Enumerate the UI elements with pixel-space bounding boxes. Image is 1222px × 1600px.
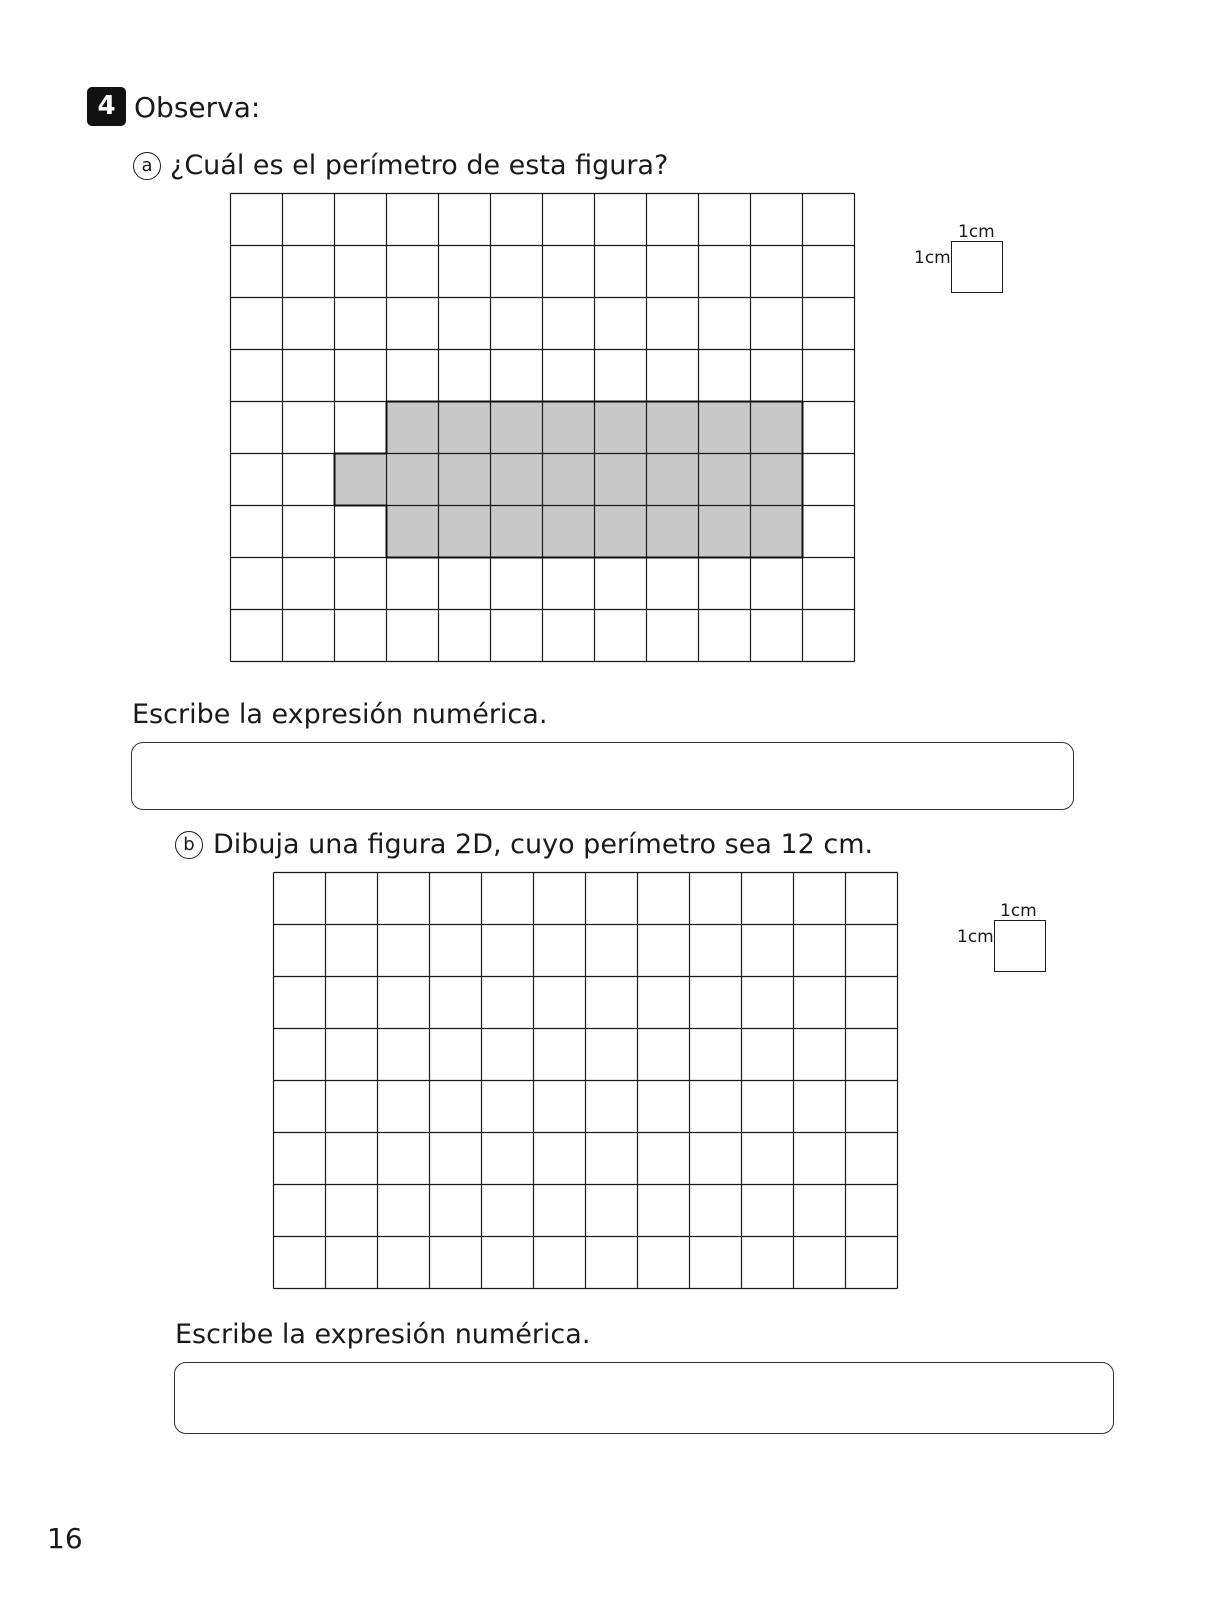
- part-a-shaded-cell: [751, 454, 803, 506]
- part-a-shaded-cell: [335, 454, 387, 506]
- part-a-question: ¿Cuál es el perímetro de esta figura?: [170, 150, 669, 181]
- part-a-shaded-cell: [699, 454, 751, 506]
- part-a-letter: a: [133, 152, 161, 180]
- part-a-shaded-cell: [699, 402, 751, 454]
- part-a-shaded-cell: [491, 454, 543, 506]
- part-a-shaded-cell: [491, 506, 543, 558]
- part-a-shaded-cell: [543, 454, 595, 506]
- part-a-shaded-cell: [543, 402, 595, 454]
- part-a-shaded-cell: [543, 506, 595, 558]
- part-a-shaded-cell: [595, 454, 647, 506]
- exercise-title: Observa:: [134, 91, 261, 124]
- part-a-shaded-cell: [647, 402, 699, 454]
- part-a-shaded-cell: [595, 506, 647, 558]
- part-a-unit-label-left: 1cm: [914, 248, 951, 268]
- exercise-number-badge: 4: [87, 87, 126, 126]
- part-a-shaded-cell: [387, 506, 439, 558]
- part-a-shaded-cell: [699, 506, 751, 558]
- part-a-answer-box[interactable]: [131, 742, 1074, 810]
- part-b-answer-box[interactable]: [174, 1362, 1114, 1434]
- part-a-shaded-cell: [751, 506, 803, 558]
- part-a-shaded-cell: [647, 506, 699, 558]
- part-b-unit-label-left: 1cm: [957, 927, 994, 947]
- part-b-unit-square: [994, 920, 1046, 972]
- part-a-unit-label-top: 1cm: [958, 222, 995, 242]
- part-b-instruction: Escribe la expresión numérica.: [175, 1319, 591, 1350]
- part-a-shaded-cell: [647, 454, 699, 506]
- part-a-shaded-cell: [387, 402, 439, 454]
- part-a-shaded-cell: [491, 402, 543, 454]
- part-b-letter: b: [175, 831, 203, 859]
- part-b-unit-label-top: 1cm: [1000, 901, 1037, 921]
- part-a-shaded-cell: [751, 402, 803, 454]
- part-a-instruction: Escribe la expresión numérica.: [132, 699, 548, 730]
- part-a-shaded-cell: [595, 402, 647, 454]
- part-a-shaded-cell: [439, 454, 491, 506]
- part-a-shaded-cell: [387, 454, 439, 506]
- part-b-grid[interactable]: [272, 871, 901, 1291]
- part-a-shaded-cell: [439, 506, 491, 558]
- part-a-grid: [229, 192, 858, 664]
- part-b-question: Dibuja una figura 2D, cuyo perímetro sea 12 cm.: [213, 829, 874, 860]
- part-a-unit-square: [951, 241, 1003, 293]
- part-a-shaded-cell: [439, 402, 491, 454]
- page-number: 16: [47, 1522, 83, 1555]
